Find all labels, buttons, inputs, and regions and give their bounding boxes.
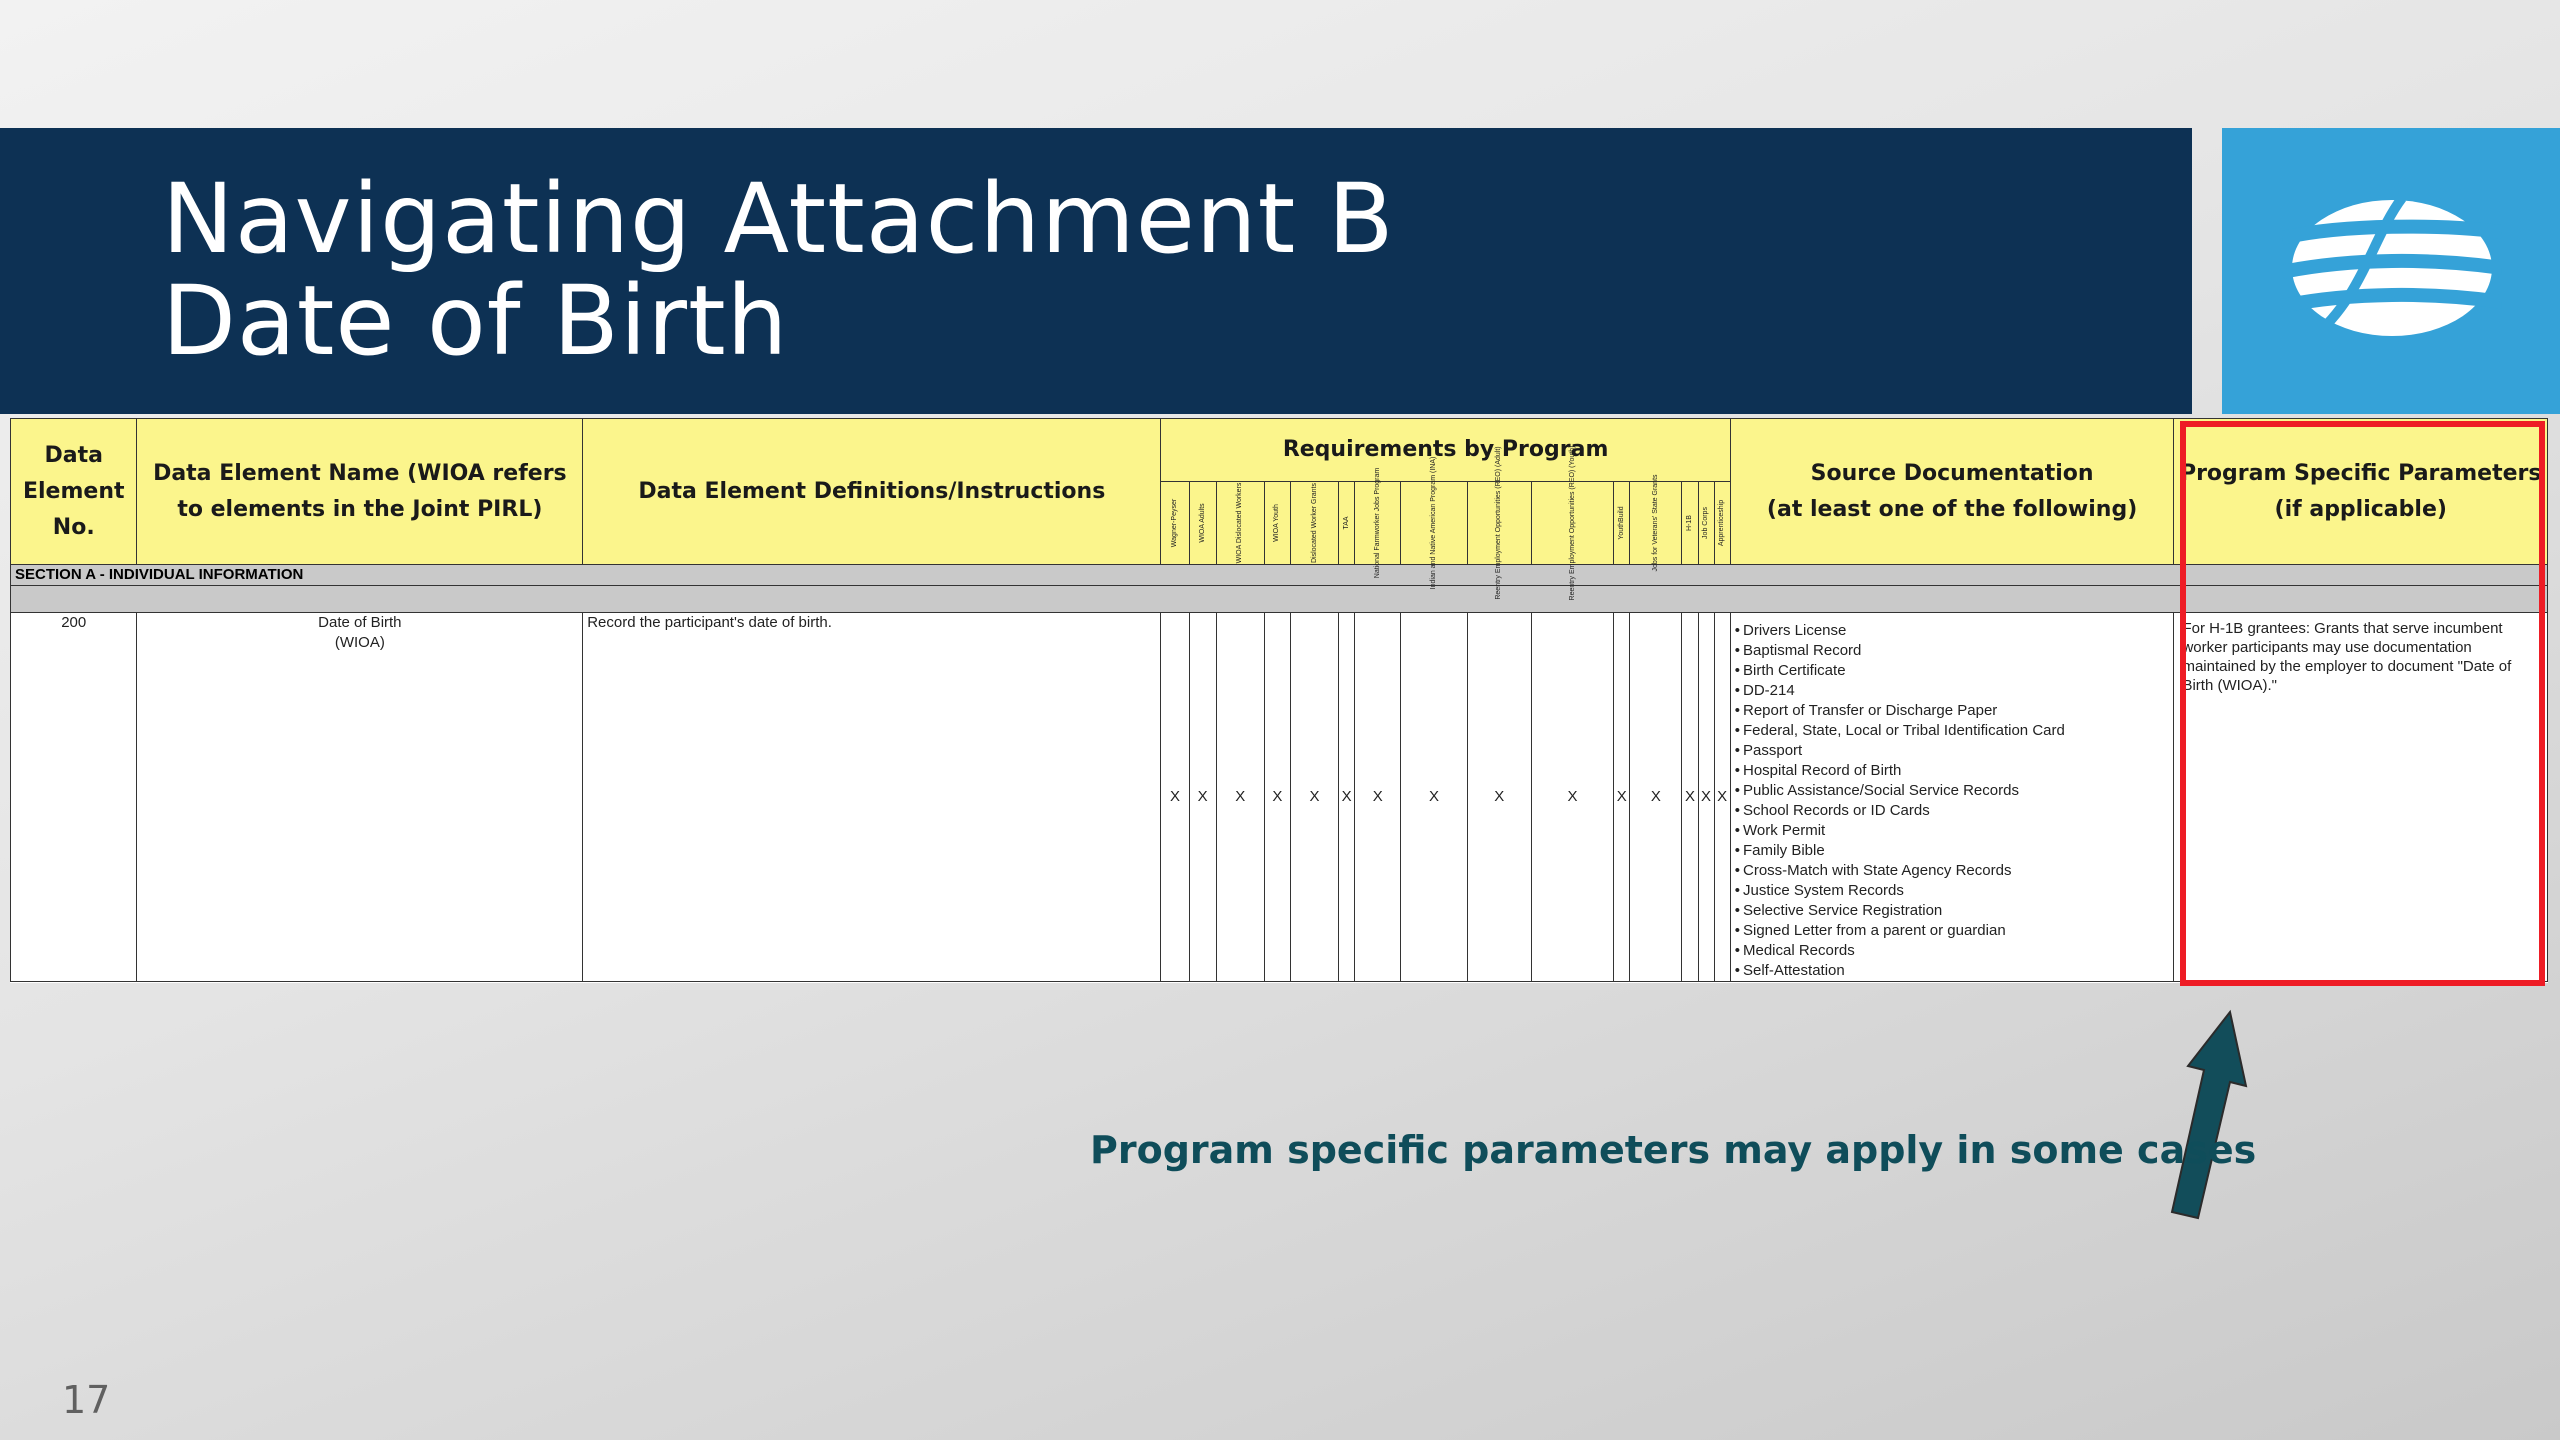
source-doc-line1: Source Documentation bbox=[1810, 460, 2094, 486]
requirement-mark: X bbox=[1698, 613, 1714, 982]
source-doc-line2: (at least one of the following) bbox=[1766, 496, 2138, 522]
program-header: National Farmworker Jobs Program bbox=[1355, 482, 1401, 565]
params-highlight-box bbox=[2180, 421, 2545, 986]
source-item: • Family Bible bbox=[1735, 841, 2174, 861]
requirement-mark: X bbox=[1339, 613, 1355, 982]
header-row bbox=[11, 419, 2548, 482]
requirement-mark: X bbox=[1189, 613, 1216, 982]
requirement-mark: X bbox=[1216, 613, 1264, 982]
program-header: Jobs for Veterans' State Grants bbox=[1630, 482, 1682, 565]
program-header: TAA bbox=[1339, 482, 1355, 565]
source-item: • Birth Certificate bbox=[1735, 661, 2174, 681]
table-row bbox=[11, 613, 2548, 982]
program-header: YouthBuild bbox=[1614, 482, 1630, 565]
source-documentation bbox=[1730, 613, 2174, 982]
requirement-mark: X bbox=[1467, 613, 1531, 982]
program-header: Reentry Employment Opportunities (REO) (Youth) bbox=[1531, 482, 1613, 565]
program-header: H-1B bbox=[1682, 482, 1698, 565]
header-requirements: Requirements by Program bbox=[1161, 419, 1730, 482]
params-line1: Program Specific Parameters bbox=[2179, 460, 2542, 486]
callout-text: Program specific parameters may apply in some cases bbox=[1090, 1128, 2257, 1172]
section-row bbox=[11, 565, 2548, 586]
source-item: • Report of Transfer or Discharge Paper bbox=[1735, 701, 2174, 721]
requirement-mark: X bbox=[1290, 613, 1338, 982]
page-number: 17 bbox=[62, 1378, 111, 1422]
requirement-mark: X bbox=[1682, 613, 1698, 982]
requirement-mark: X bbox=[1630, 613, 1682, 982]
source-item: • Hospital Record of Birth bbox=[1735, 761, 2174, 781]
source-item: • Self-Attestation bbox=[1735, 961, 2174, 981]
requirement-mark: X bbox=[1714, 613, 1730, 982]
source-item: • Baptismal Record bbox=[1735, 641, 2174, 661]
source-item: • School Records or ID Cards bbox=[1735, 801, 2174, 821]
logo-panel bbox=[2222, 128, 2560, 414]
source-item: • Work Permit bbox=[1735, 821, 2174, 841]
title-line-1: Navigating Attachment B bbox=[162, 163, 1395, 275]
requirement-mark: X bbox=[1161, 613, 1189, 982]
element-name-line1: Date of Birth bbox=[318, 614, 402, 631]
header-element-no: Data Element No. bbox=[11, 419, 137, 565]
requirement-mark: X bbox=[1355, 613, 1401, 982]
element-number: 200 bbox=[11, 613, 137, 982]
program-header: WIOA Dislocated Workers bbox=[1216, 482, 1264, 565]
program-header: Dislocated Worker Grants bbox=[1290, 482, 1338, 565]
program-header: Indian and Native American Program (INA) bbox=[1401, 482, 1467, 565]
dol-logo-icon bbox=[2282, 188, 2502, 348]
source-item: • Federal, State, Local or Tribal Identification Card bbox=[1735, 721, 2174, 741]
header-definitions: Data Element Definitions/Instructions bbox=[583, 419, 1161, 565]
source-item: • Signed Letter from a parent or guardian bbox=[1735, 921, 2174, 941]
program-header: Wagner-Peyser bbox=[1161, 482, 1189, 565]
element-name-line2: (WIOA) bbox=[334, 634, 385, 651]
params-line2: (if applicable) bbox=[2274, 496, 2447, 522]
source-item: • Justice System Records bbox=[1735, 881, 2174, 901]
title-bar bbox=[0, 128, 2192, 414]
source-list bbox=[1731, 621, 2174, 981]
requirement-mark: X bbox=[1614, 613, 1630, 982]
header-element-name: Data Element Name (WIOA refers to elements in the Joint PIRL) bbox=[137, 419, 583, 565]
program-header: Job Corps bbox=[1698, 482, 1714, 565]
requirement-mark: X bbox=[1531, 613, 1613, 982]
params-text: For H-1B grantees: Grants that serve incumbent worker participants may use documentation maintained by the employer to document "Date of Birth (WIOA)." bbox=[2182, 620, 2512, 694]
source-item: • Medical Records bbox=[1735, 941, 2174, 961]
element-definition: Record the participant's date of birth. bbox=[583, 613, 1161, 982]
source-item: • Cross-Match with State Agency Records bbox=[1735, 861, 2174, 881]
source-item: • DD-214 bbox=[1735, 681, 2174, 701]
element-name bbox=[137, 613, 583, 982]
title-line-2: Date of Birth bbox=[162, 265, 789, 377]
header-source-doc bbox=[1730, 419, 2174, 565]
program-header: WIOA Adults bbox=[1189, 482, 1216, 565]
section-label: SECTION A - INDIVIDUAL INFORMATION bbox=[11, 565, 2548, 586]
source-item: • Selective Service Registration bbox=[1735, 901, 2174, 921]
program-header: Apprenticeship bbox=[1714, 482, 1730, 565]
source-item: • Drivers License bbox=[1735, 621, 2174, 641]
program-header: WIOA Youth bbox=[1264, 482, 1290, 565]
section-spacer bbox=[11, 586, 2548, 613]
source-item: • Passport bbox=[1735, 741, 2174, 761]
program-header: Reentry Employment Opportunities (REO) (Adult) bbox=[1467, 482, 1531, 565]
slide-title bbox=[162, 163, 1395, 377]
requirement-mark: X bbox=[1401, 613, 1467, 982]
source-item: • Public Assistance/Social Service Records bbox=[1735, 781, 2174, 801]
attachment-b-table bbox=[10, 418, 2548, 983]
arrow-icon bbox=[2150, 1000, 2280, 1220]
requirement-mark: X bbox=[1264, 613, 1290, 982]
